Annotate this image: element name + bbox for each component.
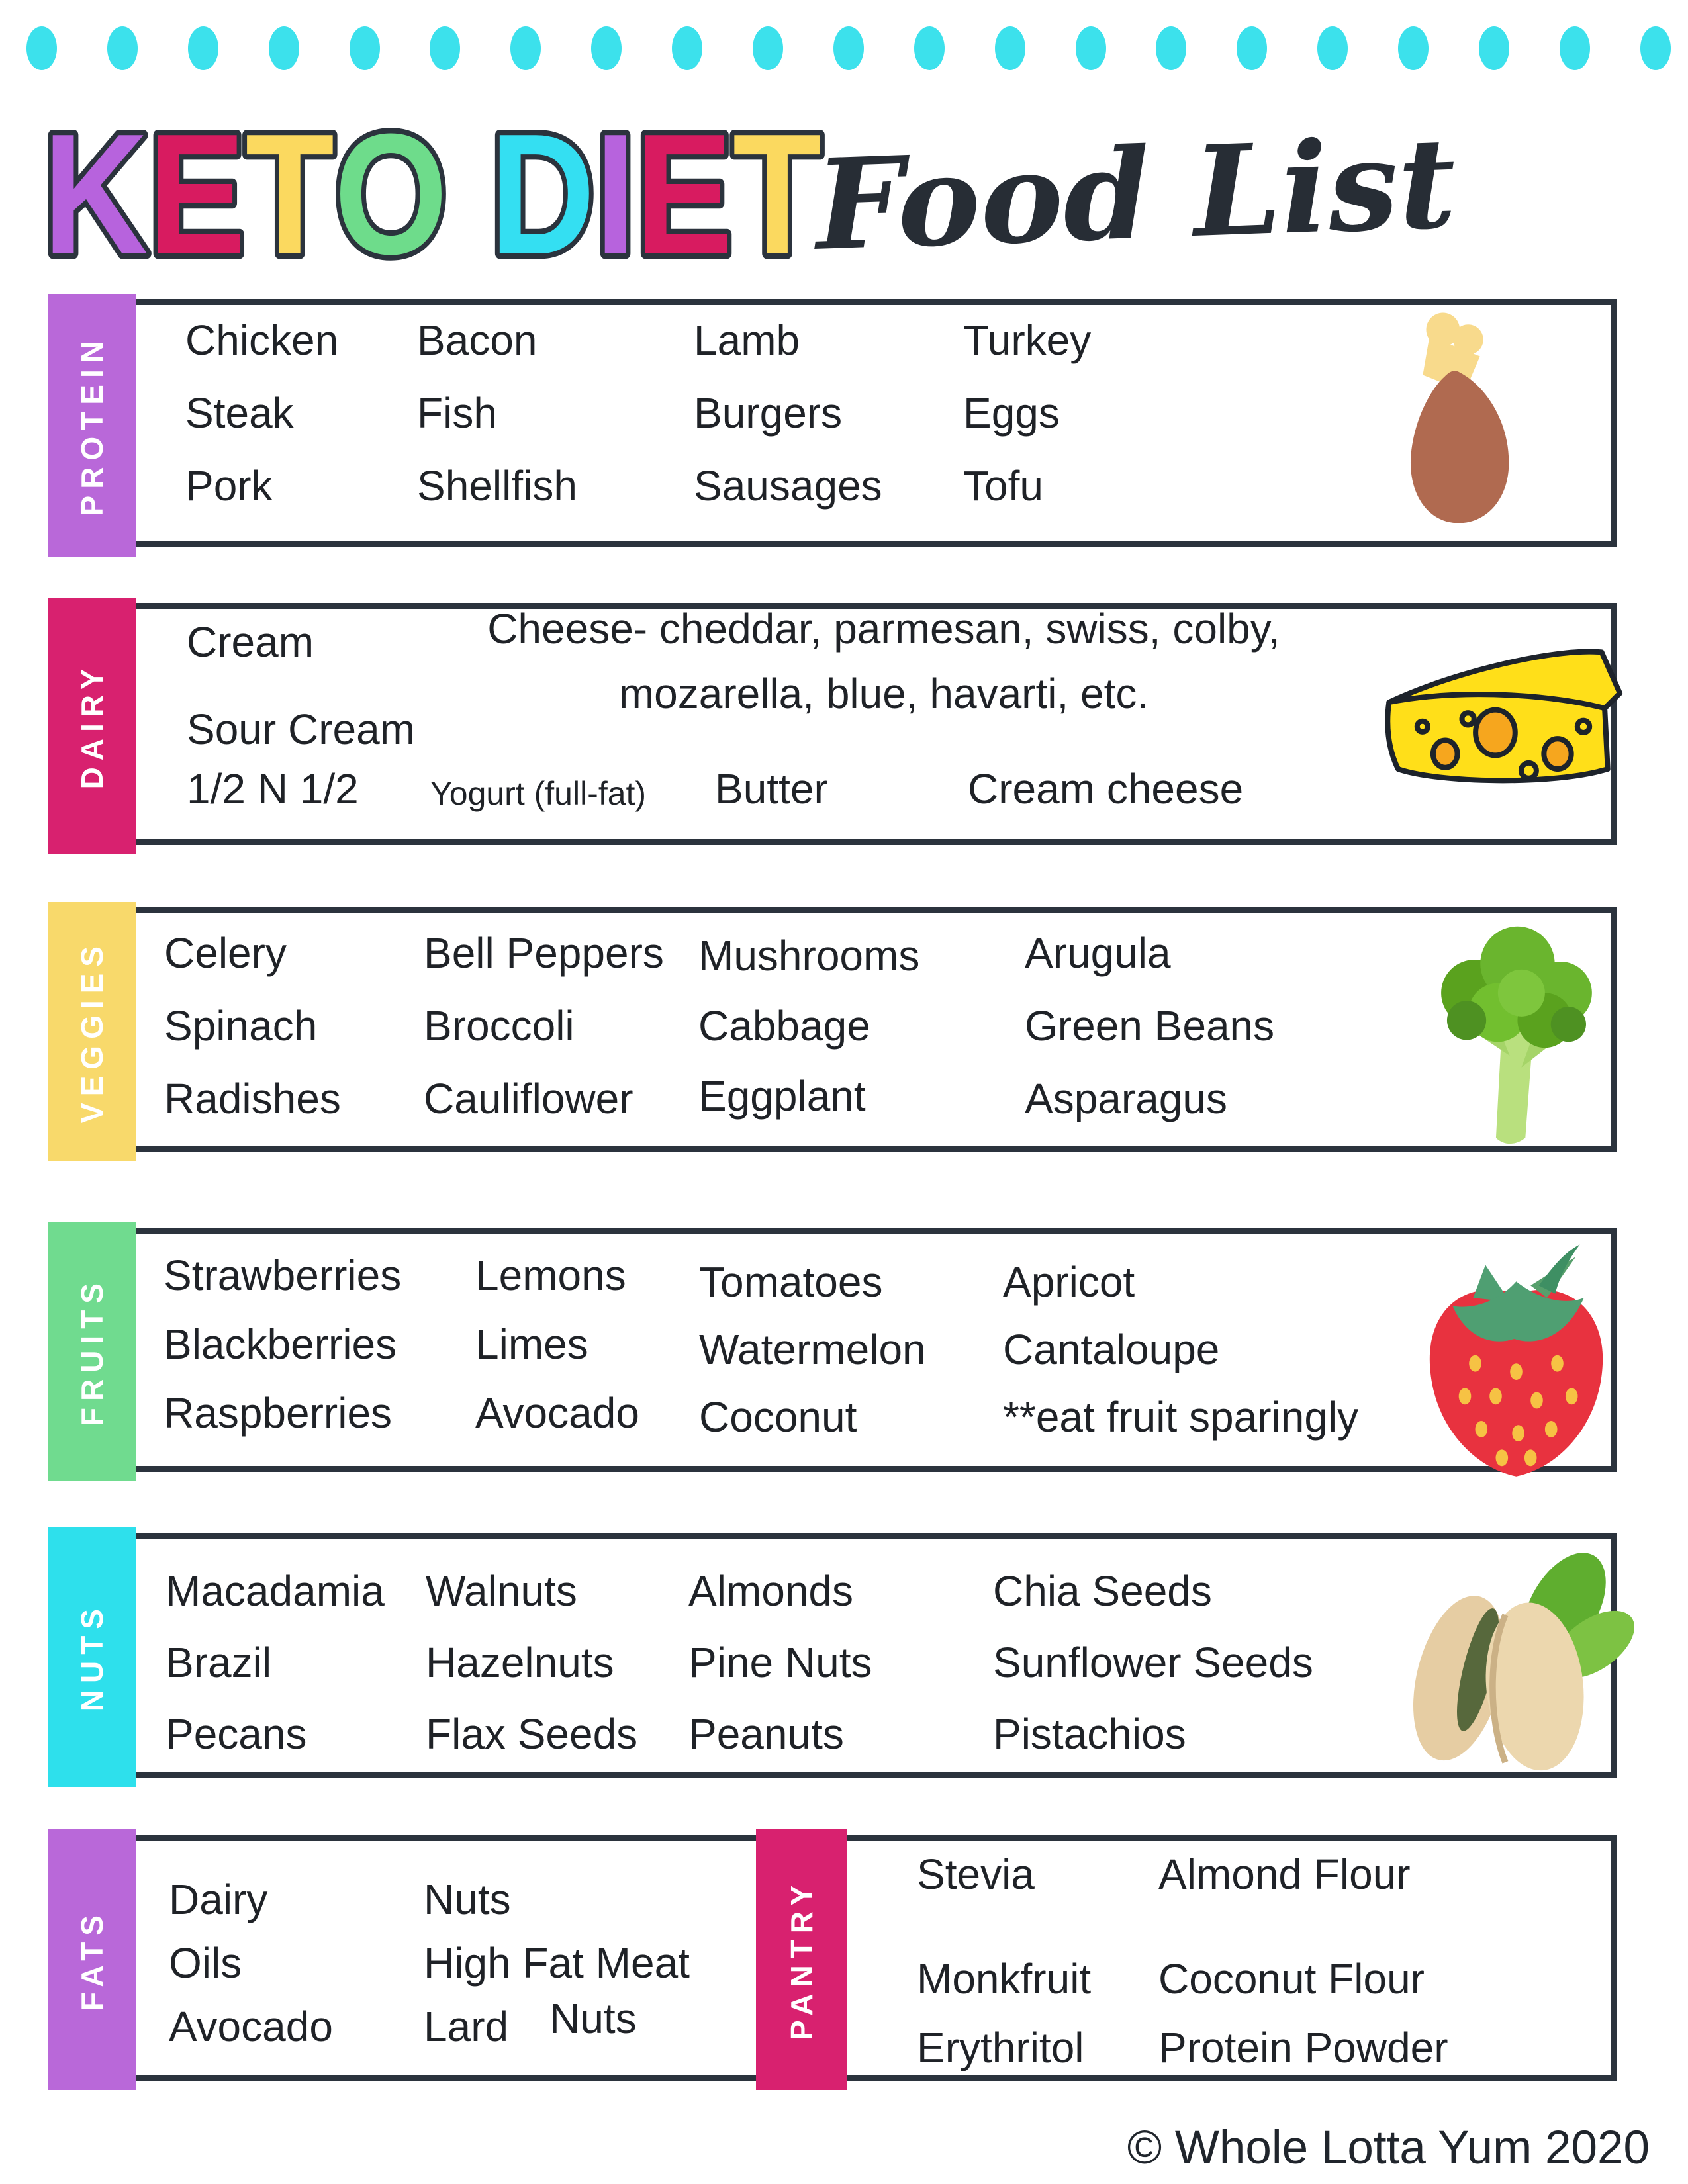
food-item: Sunflower Seeds	[993, 1639, 1313, 1686]
dot	[1398, 26, 1429, 70]
food-item: Chicken	[185, 316, 339, 364]
tab-fruits	[48, 1222, 136, 1481]
dot	[1156, 26, 1186, 70]
dot	[753, 26, 783, 70]
food-item: Oils	[169, 1939, 242, 1987]
food-item: Chia Seeds	[993, 1567, 1212, 1615]
veggies-col-2	[424, 929, 664, 1122]
copyright-text: © Whole Lotta Yum 2020	[1127, 2122, 1650, 2174]
food-item: Asparagus	[1025, 1075, 1227, 1122]
drumstick-icon	[1344, 311, 1556, 529]
food-item: Limes	[475, 1320, 588, 1368]
food-item: Peanuts	[688, 1710, 844, 1758]
food-item: Sausages	[694, 462, 882, 510]
strawberry-icon	[1395, 1236, 1637, 1482]
fruits-col-1	[164, 1251, 402, 1437]
dot	[995, 26, 1025, 70]
food-item: Eggplant	[698, 1072, 866, 1120]
nuts-col-1	[165, 1567, 385, 1758]
pistachio-icon	[1377, 1543, 1634, 1775]
food-item: Blackberries	[164, 1320, 397, 1368]
dot	[26, 26, 57, 70]
fruits-col-3	[699, 1258, 926, 1441]
tab-veggies	[48, 902, 136, 1161]
food-item: Sour Cream	[187, 705, 415, 753]
food-item: Hazelnuts	[426, 1639, 614, 1686]
dot	[1560, 26, 1590, 70]
food-item: Green Beans	[1025, 1002, 1275, 1050]
dot	[188, 26, 218, 70]
food-item: Steak	[185, 389, 294, 437]
tab-pantry-label: PANTRY	[784, 1879, 819, 2040]
food-item: Mushrooms	[698, 932, 920, 979]
dot-row	[26, 26, 1671, 70]
food-item: Pecans	[165, 1710, 307, 1758]
food-item: Strawberries	[164, 1251, 402, 1299]
food-item: Nuts	[549, 1995, 637, 2042]
food-item: Avocado	[169, 2003, 333, 2050]
tab-pantry	[756, 1829, 847, 2090]
food-item: Dairy	[169, 1876, 268, 1923]
nuts-col-3	[688, 1567, 872, 1758]
dot	[1076, 26, 1106, 70]
food-item: Pistachios	[993, 1710, 1186, 1758]
food-item: Radishes	[164, 1075, 341, 1122]
tab-fats-label: FATS	[75, 1908, 109, 2011]
food-item: Fish	[417, 389, 497, 437]
food-item: Macadamia	[165, 1567, 385, 1615]
food-item: Coconut	[699, 1393, 857, 1441]
dot	[914, 26, 945, 70]
dot	[1479, 26, 1509, 70]
food-item: Spinach	[164, 1002, 318, 1050]
nuts-col-2	[426, 1567, 638, 1758]
food-item: Raspberries	[164, 1389, 393, 1437]
tab-veggies-label: VEGGIES	[75, 940, 109, 1124]
food-item: Butter	[715, 765, 828, 813]
dot	[833, 26, 864, 70]
dot	[107, 26, 138, 70]
food-item: Flax Seeds	[426, 1710, 638, 1758]
food-item: Nuts	[424, 1876, 511, 1923]
food-item: Tomatoes	[699, 1258, 883, 1306]
food-item: Cauliflower	[424, 1075, 633, 1122]
food-item: 1/2 N 1/2	[187, 765, 359, 813]
food-item: Pork	[185, 462, 273, 510]
food-item: Lard	[424, 2003, 509, 2050]
dot	[269, 26, 299, 70]
food-item: Eggs	[963, 389, 1060, 437]
food-item: Cream cheese	[968, 765, 1244, 813]
food-item: Apricot	[1003, 1258, 1135, 1306]
food-item: Broccoli	[424, 1002, 575, 1050]
food-item: Celery	[164, 929, 287, 977]
pantry-col-2	[1158, 1850, 1448, 2071]
fruits-col-4	[1003, 1258, 1359, 1441]
tab-dairy-label: DAIRY	[75, 662, 109, 790]
dot	[672, 26, 702, 70]
tab-protein	[48, 294, 136, 557]
cheese-icon	[1377, 632, 1635, 807]
dot	[1237, 26, 1267, 70]
tab-nuts-label: NUTS	[75, 1602, 109, 1712]
food-item: Erythritol	[917, 2024, 1084, 2071]
tab-fats	[48, 1829, 136, 2090]
food-item: Arugula	[1025, 929, 1171, 977]
food-item: Lamb	[694, 316, 800, 364]
food-item: Cabbage	[698, 1002, 870, 1050]
food-item: Yogurt (full-fat)	[430, 775, 647, 812]
food-item: Bacon	[417, 316, 538, 364]
food-item: Shellfish	[417, 462, 577, 510]
food-item: Tofu	[963, 462, 1043, 510]
food-item: High Fat Meat	[424, 1939, 690, 1987]
food-item: mozarella, blue, havarti, etc.	[618, 670, 1149, 717]
food-item: Almonds	[688, 1567, 853, 1615]
food-item: Pine Nuts	[688, 1639, 872, 1686]
veggies-col-4	[1025, 929, 1275, 1122]
protein-col-4	[963, 316, 1092, 510]
dot	[430, 26, 460, 70]
food-item: Cantaloupe	[1003, 1326, 1220, 1373]
food-item: Lemons	[475, 1251, 626, 1299]
veggies-col-1	[164, 929, 341, 1122]
food-item: Protein Powder	[1158, 2024, 1448, 2071]
tab-protein-label: PROTEIN	[75, 334, 109, 516]
tab-fruits-label: FRUITS	[75, 1277, 109, 1427]
fruits-col-2	[475, 1251, 639, 1437]
food-item: Almond Flour	[1158, 1850, 1411, 1898]
svg-text:KETODIET: KETO DIET	[43, 111, 822, 291]
food-item: Cream	[187, 618, 314, 666]
fats-col-2	[424, 1878, 690, 2048]
food-item: Watermelon	[699, 1326, 926, 1373]
food-item: Turkey	[963, 316, 1092, 364]
food-item: **eat fruit sparingly	[1003, 1393, 1359, 1441]
nuts-col-4	[993, 1567, 1313, 1758]
tab-dairy	[48, 598, 136, 854]
veggies-col-3	[698, 932, 920, 1120]
dot	[350, 26, 380, 70]
food-item: Stevia	[917, 1850, 1035, 1898]
food-item: Bell Peppers	[424, 929, 664, 977]
protein-col-1	[185, 316, 339, 510]
broccoli-icon	[1398, 915, 1633, 1150]
dot	[510, 26, 541, 70]
food-item: Brazil	[165, 1639, 272, 1686]
tab-nuts	[48, 1527, 136, 1787]
dot	[1640, 26, 1671, 70]
food-item: Coconut Flour	[1158, 1955, 1425, 2003]
food-item: Burgers	[694, 389, 843, 437]
food-item: Walnuts	[426, 1567, 577, 1615]
pantry-col-1	[917, 1850, 1092, 2071]
food-item: Avocado	[475, 1389, 639, 1437]
page-subtitle-script: Food List	[813, 110, 1458, 279]
dot	[591, 26, 622, 70]
protein-col-3	[694, 316, 882, 510]
food-item: Monkfruit	[917, 1955, 1092, 2003]
page-title-keto-diet	[36, 111, 831, 310]
protein-col-2	[417, 316, 577, 510]
dot	[1317, 26, 1348, 70]
fats-col-1	[169, 1878, 333, 2048]
food-item: Cheese- cheddar, parmesan, swiss, colby,	[487, 605, 1280, 653]
